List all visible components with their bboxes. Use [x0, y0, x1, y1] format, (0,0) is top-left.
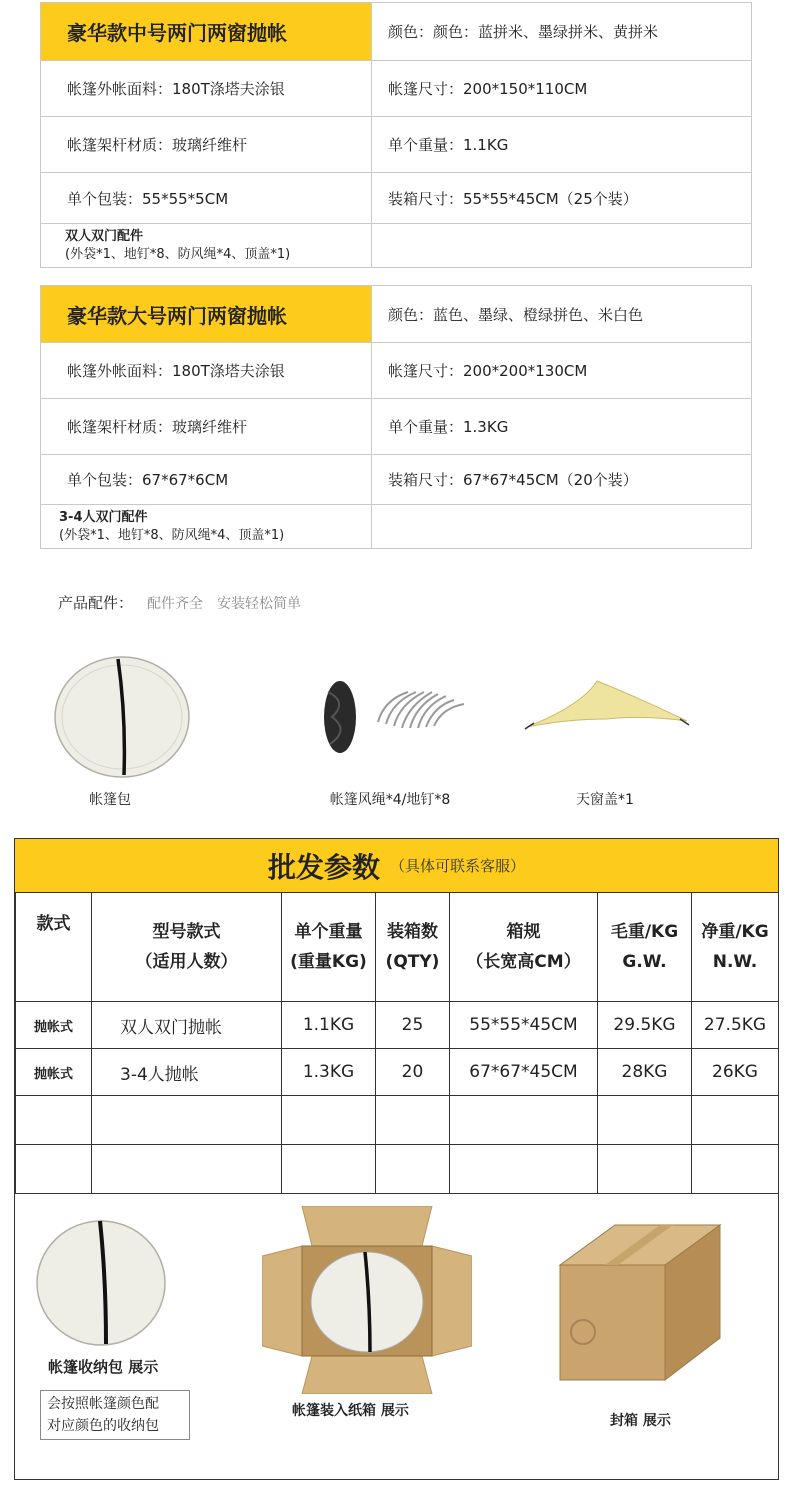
storage-bag-label: 帐篷收纳包 展示 — [48, 1358, 159, 1376]
cell-model: 3-4人抛帐 — [92, 1049, 282, 1096]
spec-fabric: 帐篷外帐面料：180T涤塔夫涂银 — [67, 80, 285, 98]
accessories-header — [58, 592, 301, 613]
column-header: 毛重/KG G.W. — [598, 893, 692, 1002]
spec-box: 装箱尺寸：55*55*45CM（25个装） — [371, 173, 751, 223]
spec-weight: 单个重量：1.3KG — [371, 399, 751, 454]
wholesale-subtitle: （具体可联系客服） — [390, 857, 526, 875]
table-row — [16, 1049, 779, 1096]
spec-title: 豪华款中号两门两窗抛帐 — [41, 3, 371, 60]
cell-box-size: 67*67*45CM — [450, 1049, 598, 1096]
table-header-row — [16, 893, 779, 1002]
acc-items: (外袋*1、地钉*8、防风绳*4、顶盖*1) — [59, 527, 285, 543]
table-row-empty — [16, 1145, 779, 1194]
wholesale-table — [15, 892, 779, 1194]
cell-net-weight: 27.5KG — [692, 1002, 779, 1049]
storage-bag-image — [34, 1218, 169, 1348]
note-line: 对应颜色的收纳包 — [47, 1418, 159, 1434]
spec-size: 帐篷尺寸：200*150*110CM — [371, 61, 751, 116]
accessories-label: 产品配件： — [58, 594, 134, 612]
spec-fabric: 帐篷外帐面料：180T涤塔夫涂银 — [67, 362, 285, 380]
sealed-box-image — [555, 1220, 725, 1385]
skylight-cover-image — [522, 675, 692, 735]
sealed-box-label: 封箱 展示 — [610, 1413, 671, 1429]
accessories-tag: 配件齐全 — [147, 596, 204, 612]
cell-style: 抛帐式 — [16, 1049, 92, 1096]
cell-qty: 25 — [376, 1002, 450, 1049]
spec-accessories — [41, 224, 371, 267]
tent-in-box-label: 帐篷装入纸箱 展示 — [292, 1403, 409, 1419]
cell-net-weight: 26KG — [692, 1049, 779, 1096]
accessory-caption-bag: 帐篷包 — [89, 792, 131, 808]
wholesale-title-bar — [15, 839, 778, 893]
wholesale-title: 批发参数 — [267, 850, 380, 884]
cell-gross-weight: 28KG — [598, 1049, 692, 1096]
rope-and-pegs-image — [318, 672, 478, 762]
spec-size: 帐篷尺寸：200*200*130CM — [371, 343, 751, 398]
spec-pole: 帐篷架杆材质：玻璃纤维杆 — [67, 418, 248, 436]
column-header: 净重/KG N.W. — [692, 893, 779, 1002]
spec-accessories — [41, 505, 371, 548]
column-header: 单个重量 (重量KG) — [282, 893, 376, 1002]
acc-title: 3-4人双门配件 — [59, 509, 148, 525]
storage-bag-note — [40, 1390, 190, 1440]
tent-in-box-image — [262, 1206, 472, 1394]
column-header: 款式 — [16, 893, 92, 1002]
spec-empty-cell — [371, 224, 751, 267]
cell-model: 双人双门抛帐 — [92, 1002, 282, 1049]
spec-color: 颜色：蓝色、墨绿、橙绿拼色、米白色 — [371, 286, 751, 342]
table-row — [16, 1002, 779, 1049]
cell-box-size: 55*55*45CM — [450, 1002, 598, 1049]
cell-qty: 20 — [376, 1049, 450, 1096]
accessory-caption-rope: 帐篷风绳*4/地钉*8 — [329, 792, 451, 808]
spec-pack: 单个包装：67*67*6CM — [67, 471, 229, 489]
column-header: 箱规 （长宽高CM） — [450, 893, 598, 1002]
spec-pole: 帐篷架杆材质：玻璃纤维杆 — [67, 136, 248, 154]
spec-color: 颜色：颜色：蓝拼米、墨绿拼米、黄拼米 — [371, 3, 751, 60]
table-row-empty — [16, 1096, 779, 1145]
spec-title: 豪华款大号两门两窗抛帐 — [41, 286, 371, 342]
column-header: 型号款式 （适用人数） — [92, 893, 282, 1002]
spec-table-medium — [40, 2, 752, 268]
spec-weight: 单个重量：1.1KG — [371, 117, 751, 172]
note-line: 会按照帐篷颜色配 — [47, 1396, 159, 1412]
column-header: 装箱数 (QTY) — [376, 893, 450, 1002]
spec-empty-cell — [371, 505, 751, 548]
cell-gross-weight: 29.5KG — [598, 1002, 692, 1049]
tent-bag-image — [52, 655, 197, 780]
acc-items: (外袋*1、地钉*8、防风绳*4、顶盖*1) — [65, 246, 291, 262]
cell-weight: 1.3KG — [282, 1049, 376, 1096]
accessory-caption-cover: 天窗盖*1 — [576, 792, 634, 808]
accessories-tag: 安装轻松简单 — [217, 596, 302, 612]
spec-pack: 单个包装：55*55*5CM — [67, 189, 229, 208]
spec-table-large — [40, 285, 752, 549]
spec-box: 装箱尺寸：67*67*45CM（20个装） — [371, 455, 751, 504]
acc-title: 双人双门配件 — [65, 228, 144, 244]
cell-weight: 1.1KG — [282, 1002, 376, 1049]
cell-style: 抛帐式 — [16, 1002, 92, 1049]
